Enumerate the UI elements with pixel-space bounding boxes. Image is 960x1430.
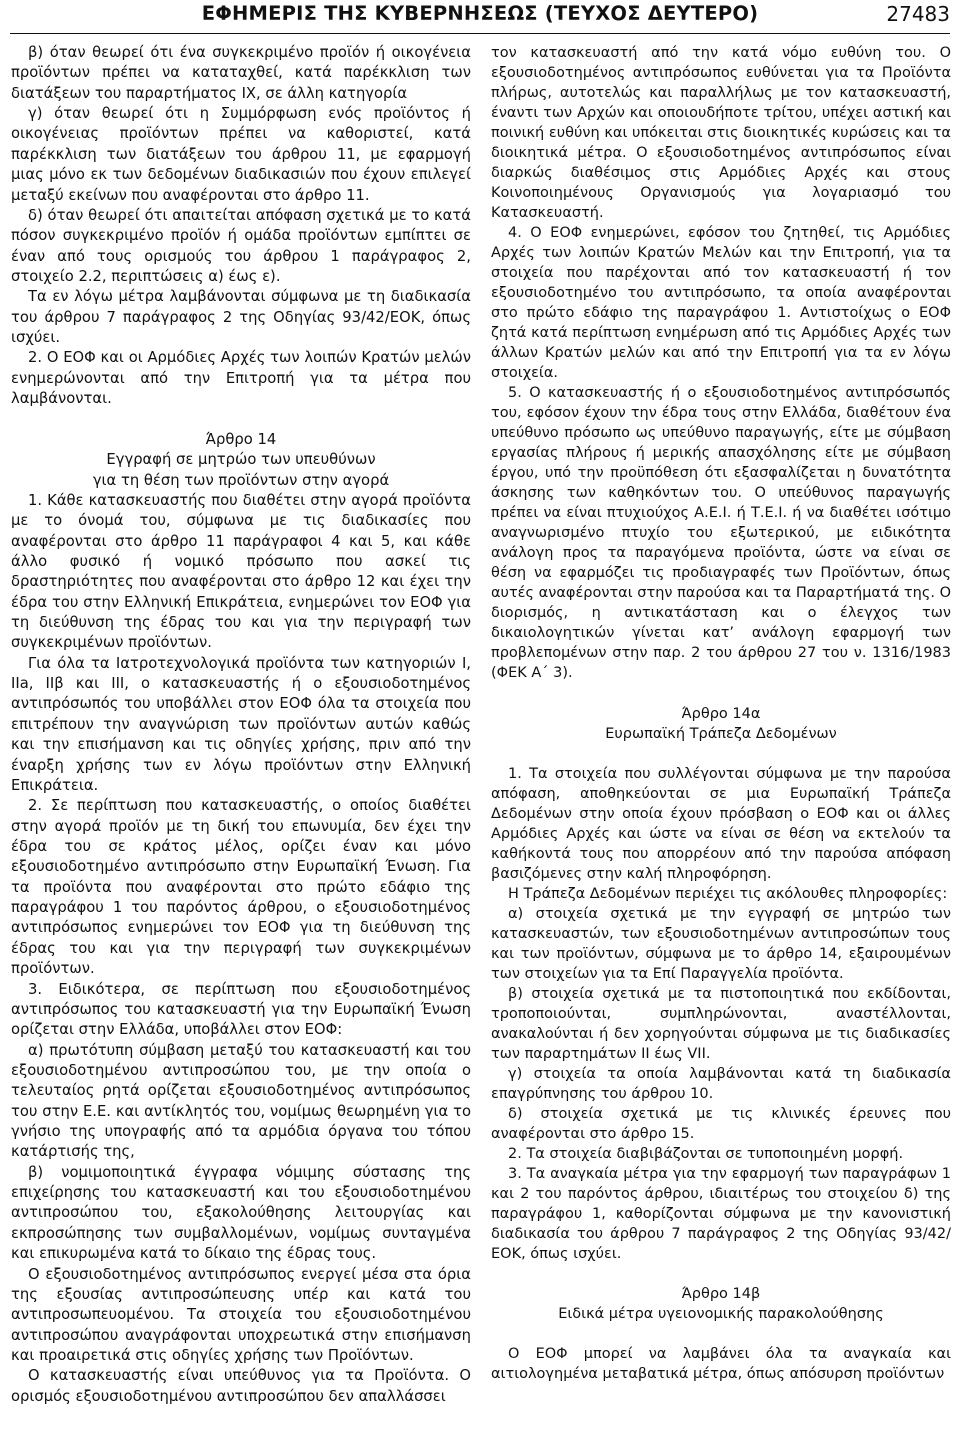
paragraph: Για όλα τα Ιατροτεχνολογικά προϊόντα των κατηγοριών I, IIa, IIβ και III, ο κατασκευαστής ή ο εξουσιοδοτημένος αντιπρόσωπός του υποβάλλει στον ΕΟΦ όλα τα στοιχεία που επιτρέπουν την αναγνώριση των προϊόντων αυτών καθώς και την επισήμανση και τις οδηγίες χρήσης, πριν από την έναρξη χρήσης των εν λόγω προϊόντων στην Ελληνική Επικράτεια. [11, 654, 471, 794]
article-subtitle: Εγγραφή σε μητρώο των υπευθύνων [106, 451, 376, 469]
article-title: Άρθρο 14α [681, 705, 761, 722]
paragraph: 2. Τα στοιχεία διαβιβάζονται σε τυποποιημένη μορφή. [508, 1145, 904, 1162]
spacer [11, 409, 471, 429]
paragraph: γ) όταν θεωρεί ότι η Συμμόρφωση ενός προϊόντος ή οικογένειας προϊόντων πρέπει να καθοριστεί, κατά παρέκκλιση των διατάξεων του άρθρου 11, με εφαρμογή μιας μόνο εκ των δεδομένων διαδικασιών που έχουν επιλεγεί μεταξύ εκείνων που αναφέρονται στο άρθρο 11. [11, 105, 471, 204]
paragraph: Ο εξουσιοδοτημένος αντιπρόσωπος ενεργεί μέσα στα όρια της εξουσίας αντιπροσώπευσης υπέρ και κατά του αντιπροσωπευομένου. Τα στοιχεία του εξουσιοδοτημένου αντιπροσώπου αναγράφονται υποχρεωτικά στην επισήμανση και προαιρετικά στις οδηγίες χρήσης των Προϊόντων. [11, 1265, 471, 1364]
page-header [0, 0, 960, 34]
article-subtitle: Ευρωπαϊκή Τράπεζα Δεδομένων [605, 725, 837, 742]
paragraph: Η Τράπεζα Δεδομένων περιέχει τις ακόλουθες πληροφορίες: [508, 885, 948, 902]
paragraph: Τα εν λόγω μέτρα λαμβάνονται σύμφωνα με τη διαδικασία του άρθρου 7 παράγραφος 2 της Οδηγίας 93/42/ΕΟΚ, όπως ισχύει. [11, 288, 471, 347]
paragraph: β) νομιμοποιητικά έγγραφα νόμιμης σύστασης της επιχείρησης του κατασκευαστή και του εξουσιοδοτημένου αντιπροσώπου του, εξακολούθησης λειτουργίας και εκπροσώπησης των συμβαλλομένων, νομίμως συνταγμένα και επικυρωμένα κατά το δίκαιο της έδρας τους. [11, 1163, 471, 1263]
paragraph: 3. Ειδικότερα, σε περίπτωση που εξουσιοδοτημένος αντιπρόσωπος του κατασκευαστή για την Ευρωπαϊκή Ένωση ορίζεται στην Ελλάδα, υποβάλλει στον ΕΟΦ: [11, 980, 471, 1039]
spacer [491, 1264, 951, 1284]
left-column [11, 43, 471, 1407]
gazette-title: ΕΦΗΜΕΡΙΣ ΤΗΣ ΚΥΒΕΡΝΗΣΕΩΣ (ΤΕΥΧΟΣ ΔΕΥΤΕΡΟ) [201, 2, 759, 25]
article-subtitle: Ειδικά μέτρα υγειονομικής παρακολούθησης [558, 1305, 884, 1322]
spacer [491, 684, 951, 704]
paragraph: Ο κατασκευαστής είναι υπεύθυνος για τα Προϊόντα. Ο ορισμός εξουσιοδοτημένου αντιπροσώπου δεν απαλλάσσει [11, 1367, 471, 1405]
spacer [491, 1324, 951, 1344]
paragraph: 3. Τα αναγκαία μέτρα για την εφαρμογή των παραγράφων 1 και 2 του παρόντος άρθρου, ιδιαιτέρως του στοιχείου δ) της παραγράφου 1, καθορίζονται σύμφωνα με την κανονιστική διαδικασία του άρθρου 7 παράγραφος 2 της Οδηγίας 93/42/ΕΟΚ, όπως ισχύει. [491, 1165, 951, 1262]
header-rule [10, 33, 950, 34]
page-number: 27483 [886, 2, 950, 26]
paragraph: 2. Σε περίπτωση που κατασκευαστής, ο οποίος διαθέτει στην αγορά προϊόν με τη δική του επωνυμία, δεν έχει την έδρα του σε κράτος μέλος, ορίζει έναν και μόνο εξουσιοδοτημένο αντιπρόσωπο στην Ευρωπαϊκή Ένωση. Για τα προϊόντα που αναφέρονται στο πρώτο εδάφιο της παραγράφου 1 του παρόντος άρθρου, ο εξουσιοδοτημένος αντιπρόσωπος ενημερώνει τον ΕΟΦ για τη διεύθυνση της έδρας του και για την περιγραφή των συγκεκριμένων προϊόντων. [11, 797, 471, 978]
spacer [491, 744, 951, 764]
right-column [491, 43, 951, 1384]
article-title: Άρθρο 14β [681, 1285, 761, 1302]
paragraph: 4. Ο ΕΟΦ ενημερώνει, εφόσον του ζητηθεί, τις Αρμόδιες Αρχές των λοιπών Κρατών Μελών και την Επιτροπή, για τα στοιχεία που παρέχονται από τον κατασκευαστή ή τον εξουσιοδοτημένο του αντιπρόσωπο, τα οποία αναφέρονται στο πρώτο εδάφιο της παραγράφου 1. Αντιστοίχως ο ΕΟΦ ζητά κατά περίπτωση ενημέρωση από τις Αρμόδιες Αρχές των άλλων Κρατών μελών και από την Επιτροπή για τα εν λόγω στοιχεία. [491, 225, 951, 382]
article-subtitle: για τη θέση των προϊόντων στην αγορά [92, 471, 390, 489]
article-title: Άρθρο 14 [205, 430, 277, 448]
paragraph: α) στοιχεία σχετικά με την εγγραφή σε μητρώο των κατασκευαστών, των εξουσιοδοτημένων αντιπροσώπων τους και των προϊόντων, σύμφωνα με το άρθρο 14, εξαιρουμένων των στοιχείων για τα Επί Παραγγελία προϊόντα. [491, 905, 951, 982]
paragraph: 2. Ο ΕΟΦ και οι Αρμόδιες Αρχές των λοιπών Κρατών μελών ενημερώνονται από την Επιτροπή για τα μέτρα που λαμβάνονται. [11, 349, 471, 408]
paragraph: α) πρωτότυπη σύμβαση μεταξύ του κατασκευαστή και του εξουσιοδοτημένου αντιπροσώπου του, με την οποία ο τελευταίος ρητά ορίζεται εξουσιοδοτημένος αντιπρόσωπος του στην Ε.Ε. και αντίκλητός του, νομίμως θεωρημένη για το γνήσιο της υπογραφής από τα αρμόδια όργανα του τόπου κατάρτισής της, [11, 1041, 471, 1161]
paragraph: δ) στοιχεία σχετικά με τις κλινικές έρευνες που αναφέρονται στο άρθρο 15. [491, 1105, 951, 1142]
paragraph: τον κατασκευαστή από την κατά νόμο ευθύνη του. Ο εξουσιοδοτημένος αντιπρόσωπος ευθύνεται για τα Προϊόντα πλήρως, αυτοτελώς και παραλλήλως με τον κατασκευαστή, έναντι των Αρχών και οποιουδήποτε τρίτου, υπέχει αστική και ποινική ευθύνη και υπόκειται στις διοικητικές κυρώσεις και τα διοικητικά μέτρα. Ο εξουσιοδοτημένος αντιπρόσωπος είναι διαρκώς διαθέσιμος στις Αρμόδιες Αρχές και στους Κοινοποιημένους Οργανισμούς για λογαριασμό του Κατασκευαστή. [491, 45, 951, 222]
paragraph: Ο ΕΟΦ μπορεί να λαμβάνει όλα τα αναγκαία και αιτιολογημένα μεταβατικά μέτρα, όπως απόσυρση προϊόντων [491, 1345, 951, 1382]
paragraph: β) όταν θεωρεί ότι ένα συγκεκριμένο προϊόν ή οικογένεια προϊόντων πρέπει να καταταχθεί, κατά παρέκκλιση των διατάξεων του παραρτήματος IX, σε άλλη κατηγορία [11, 44, 471, 102]
paragraph: γ) στοιχεία τα οποία λαμβάνονται κατά τη διαδικασία επαγρύπνησης του άρθρου 10. [491, 1065, 951, 1102]
paragraph: 1. Κάθε κατασκευαστής που διαθέτει στην αγορά προϊόντα με το όνομά του, σύμφωνα με τις διαδικασίες που αναφέρονται στο άρθρο 11 παράγραφοι 4 και 5, και κάθε άλλο φυσικό ή νομικό πρόσωπο που ασκεί τις δραστηριότητες που αναφέρονται στο άρθρο 12 και έχει την έδρα του στην Ελληνική Επικράτεια, ενημερώνει τον ΕΟΦ για τη διεύθυνση της έδρας του και για την περιγραφή των συγκεκριμένων προϊόντων. [11, 491, 471, 652]
paragraph: 1. Τα στοιχεία που συλλέγονται σύμφωνα με την παρούσα απόφαση, αποθηκεύονται σε μια Ευρωπαϊκή Τράπεζα Δεδομένων στην οποία έχουν πρόσβαση ο ΕΟΦ και οι άλλες Αρμόδιες Αρχές και ώστε να είναι σε θέση να εκτελούν τα καθήκοντά τους που απορρέουν από την παρούσα απόφαση βασιζόμενες στην καλή πληροφόρηση. [491, 765, 951, 882]
paragraph: 5. Ο κατασκευαστής ή ο εξουσιοδοτημένος αντιπρόσωπός του, εφόσον έχουν την έδρα τους στην Ελλάδα, διαθέτουν ένα υπεύθυνο πρόσωπο ως υπεύθυνο παραγωγής, είτε με σύμβαση εργασίας πλήρους ή μερικής απασχόλησης είτε με σύμβαση έργου, υπό την προϋπόθεση ότι εξασφαλίζεται η δυνατότητα άσκησης των καθηκόντων του. Ο υπεύθυνος παραγωγής πρέπει να είναι πτυχιούχος Α.Ε.Ι. ή Τ.Ε.Ι. ή να διαθέτει ισότιμο αναγνωρισμένο πτυχίο του εξωτερικού, με ειδικότητα ανάλογη προς τα παραγόμενα προϊόντα, ώστε να είναι σε θέση να εφαρμόζει τις προδιαγραφές των Προϊόντων, όπως αυτές αναφέρονται στην παρούσα και τα Παραρτήματά της. Ο διορισμός, η αντικατάσταση και ο έλεγχος των δικαιολογητικών γίνεται κατ’ ανάλογη εφαρμογή των προβλεπομένων στην παρ. 2 του άρθρου 27 του ν. 1316/1983 (ΦΕΚ Α΄ 3). [491, 385, 951, 682]
paragraph: δ) όταν θεωρεί ότι απαιτείται απόφαση σχετικά με το κατά πόσον συγκεκριμένο προϊόν ή ομάδα προϊόντων εμπίπτει σε έναν από τους ορισμούς του άρθρου 1 παράγραφος 2, στοιχείο 2.2, περιπτώσεις α) έως ε). [11, 206, 471, 285]
paragraph: β) στοιχεία σχετικά με τα πιστοποιητικά που εκδίδονται, τροποποιούνται, συμπληρώνονται, αναστέλλονται, ανακαλούνται ή δεν χορηγούνται σύμφωνα με τις διαδικασίες των παραρτημάτων II έως VII. [491, 985, 951, 1062]
